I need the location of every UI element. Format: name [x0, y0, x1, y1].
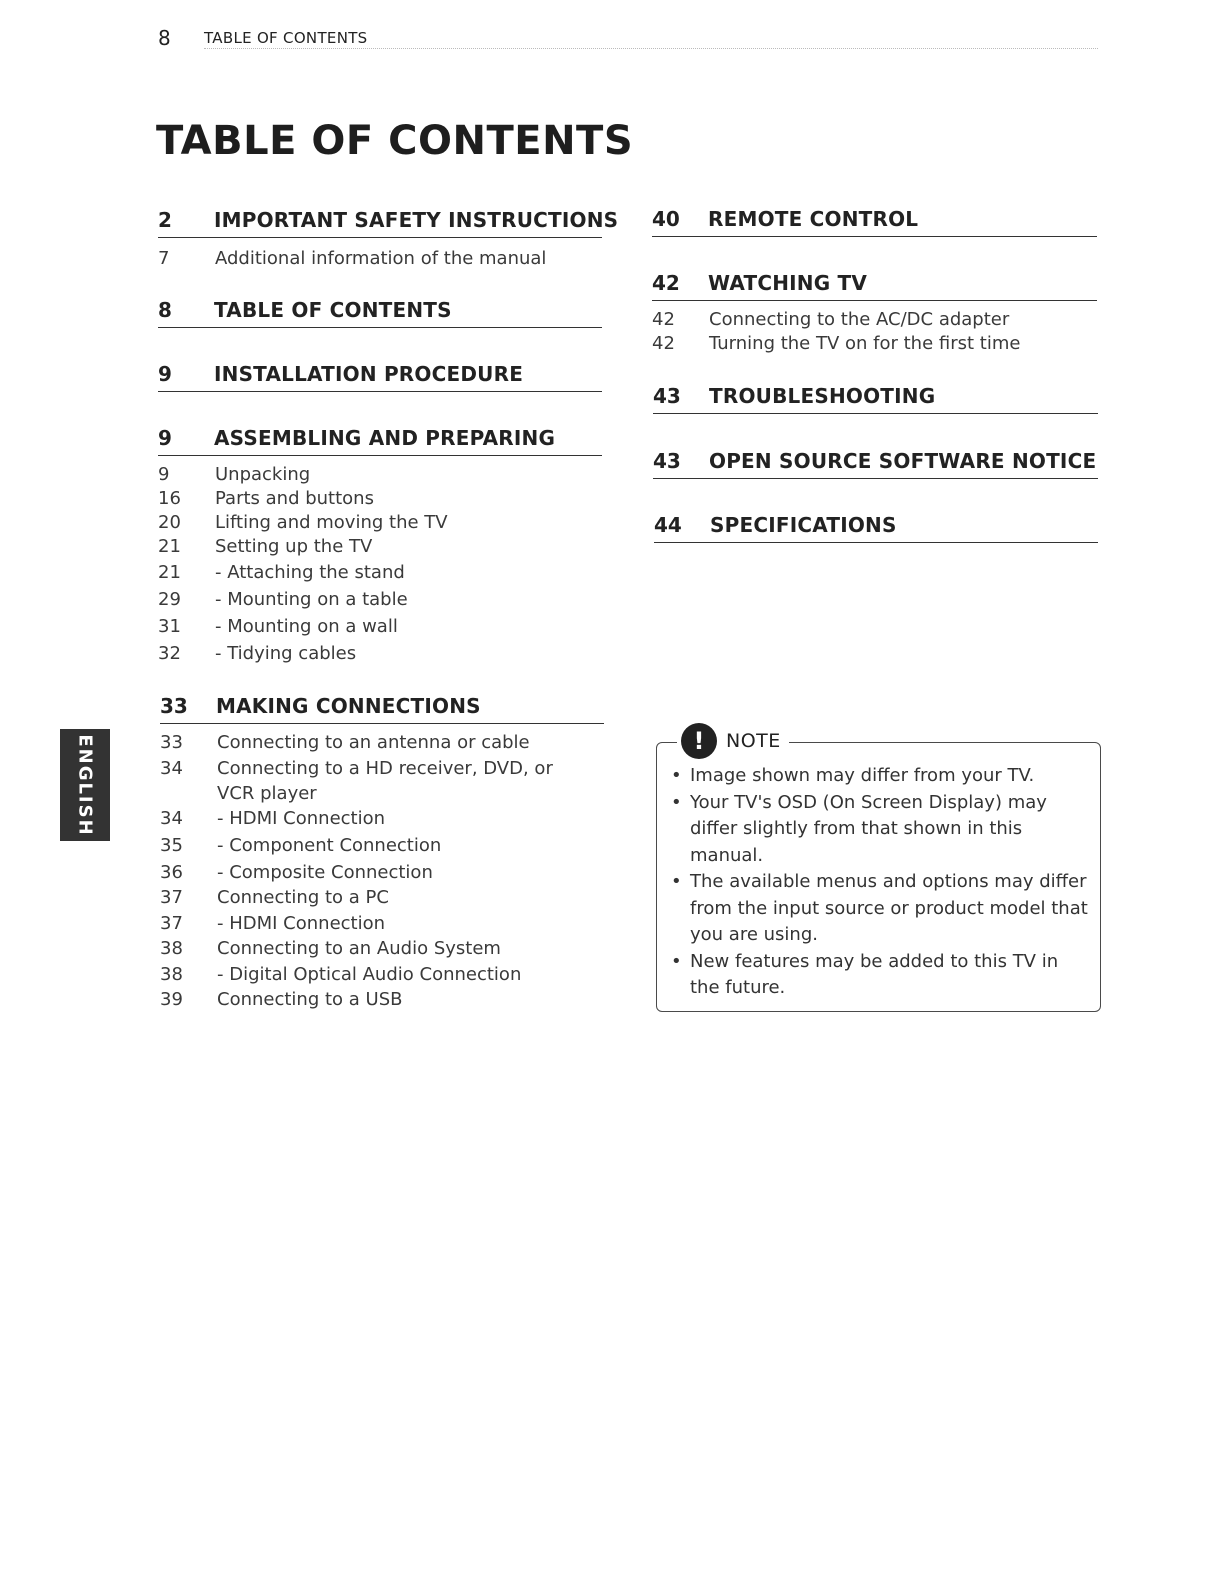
toc-section	[652, 271, 1097, 357]
section-title: OPEN SOURCE SOFTWARE NOTICE	[709, 449, 1097, 473]
toc-item	[158, 512, 602, 536]
note-title: NOTE	[726, 730, 781, 752]
item-page-number: 31	[158, 616, 181, 637]
toc-section	[654, 513, 1098, 543]
section-heading	[652, 207, 1097, 237]
toc-item	[158, 464, 602, 488]
section-heading	[158, 208, 619, 238]
item-text: Additional information of the manual	[215, 248, 547, 269]
section-heading	[654, 513, 1098, 543]
page-title: TABLE OF CONTENTS	[156, 118, 634, 164]
note-header	[677, 723, 789, 759]
toc-item	[160, 808, 604, 835]
toc-item	[158, 562, 602, 589]
item-page-number: 20	[158, 512, 181, 533]
item-page-number: 34	[160, 758, 183, 779]
item-page-number: 32	[158, 643, 181, 664]
page-number: 8	[158, 26, 171, 50]
item-page-number: 39	[160, 989, 183, 1010]
section-title: ASSEMBLING AND PREPARING	[214, 426, 556, 450]
item-text: - Mounting on a wall	[215, 616, 398, 637]
item-text: Parts and buttons	[215, 488, 374, 509]
toc-item	[160, 756, 604, 808]
section-title: TROUBLESHOOTING	[709, 384, 936, 408]
section-title: REMOTE CONTROL	[708, 207, 919, 231]
item-page-number: 42	[652, 309, 675, 330]
item-text: Connecting to a HD receiver, DVD, or VCR player	[217, 758, 553, 804]
note-item: • The available menus and options may differ from the input source or product model that you are using.	[671, 869, 1091, 949]
toc-item	[160, 835, 604, 862]
section-title: MAKING CONNECTIONS	[216, 694, 481, 718]
section-page-number: 44	[654, 513, 682, 537]
item-page-number: 16	[158, 488, 181, 509]
item-page-number: 29	[158, 589, 181, 610]
toc-item	[652, 333, 1097, 357]
toc-item-list	[158, 248, 602, 272]
section-page-number: 43	[653, 384, 681, 408]
toc-section	[653, 384, 1098, 414]
toc-section	[158, 362, 602, 392]
item-text: Turning the TV on for the first time	[709, 333, 1021, 354]
item-text: Connecting to the AC/DC adapter	[709, 309, 1010, 330]
section-heading	[158, 426, 602, 456]
item-page-number: 33	[160, 732, 183, 753]
item-text: Lifting and moving the TV	[215, 512, 448, 533]
toc-item	[158, 248, 602, 272]
section-heading	[158, 298, 602, 328]
toc-item-list	[160, 732, 604, 1014]
toc-item	[160, 913, 604, 938]
item-text: - HDMI Connection	[217, 913, 386, 934]
toc-item	[160, 964, 604, 989]
section-title: WATCHING TV	[708, 271, 868, 295]
toc-item-list	[652, 309, 1097, 357]
section-title: SPECIFICATIONS	[710, 513, 897, 537]
item-text: - Digital Optical Audio Connection	[217, 964, 522, 985]
section-heading	[652, 271, 1097, 301]
toc-section	[158, 298, 602, 328]
item-text: - Tidying cables	[215, 643, 357, 664]
item-page-number: 42	[652, 333, 675, 354]
toc-section	[158, 426, 602, 667]
note-item: • New features may be added to this TV in the future.	[671, 949, 1091, 1002]
toc-section	[653, 449, 1098, 479]
toc-item	[158, 616, 602, 643]
toc-item	[160, 887, 604, 913]
item-text: Setting up the TV	[215, 536, 373, 557]
section-page-number: 2	[158, 208, 172, 232]
exclamation-icon: !	[681, 723, 717, 759]
toc-item	[158, 643, 602, 667]
item-text: Connecting to an Audio System	[217, 938, 501, 959]
toc-item	[158, 488, 602, 512]
toc-item	[160, 862, 604, 887]
item-page-number: 7	[158, 248, 170, 269]
item-text: - Composite Connection	[217, 862, 433, 883]
running-header	[158, 26, 1098, 48]
item-page-number: 9	[158, 464, 170, 485]
note-box	[656, 727, 1101, 1012]
toc-item-list	[158, 464, 602, 667]
item-page-number: 37	[160, 887, 183, 908]
item-page-number: 36	[160, 862, 183, 883]
note-item: • Your TV's OSD (On Screen Display) may differ slightly from that shown in this manual.	[671, 790, 1091, 870]
item-text: - Mounting on a table	[215, 589, 408, 610]
section-title: INSTALLATION PROCEDURE	[214, 362, 524, 386]
item-page-number: 35	[160, 835, 183, 856]
language-tab	[60, 729, 110, 841]
section-heading	[653, 384, 1098, 414]
running-header-title: TABLE OF CONTENTS	[204, 29, 368, 47]
toc-item	[160, 989, 604, 1014]
item-text: Unpacking	[215, 464, 311, 485]
section-title: IMPORTANT SAFETY INSTRUCTIONS	[214, 208, 619, 232]
item-text: - Attaching the stand	[215, 562, 405, 583]
section-page-number: 33	[160, 694, 188, 718]
toc-item	[652, 309, 1097, 333]
section-page-number: 8	[158, 298, 172, 322]
header-rule	[204, 48, 1098, 49]
section-page-number: 42	[652, 271, 680, 295]
item-text: Connecting to an antenna or cable	[217, 732, 530, 753]
section-heading	[158, 362, 602, 392]
note-list	[671, 763, 1091, 1002]
note-item: • Image shown may differ from your TV.	[671, 763, 1091, 790]
language-label: ENGLISH	[74, 733, 96, 837]
section-page-number: 40	[652, 207, 680, 231]
item-page-number: 21	[158, 536, 181, 557]
item-page-number: 21	[158, 562, 181, 583]
item-text: - Component Connection	[217, 835, 442, 856]
toc-item	[158, 589, 602, 616]
item-text: Connecting to a USB	[217, 989, 403, 1010]
toc-section	[158, 208, 619, 272]
item-page-number: 38	[160, 938, 183, 959]
toc-item	[158, 536, 602, 562]
toc-section	[652, 207, 1097, 237]
toc-section	[160, 694, 604, 1014]
item-text: Connecting to a PC	[217, 887, 389, 908]
item-page-number: 37	[160, 913, 183, 934]
section-page-number: 9	[158, 426, 172, 450]
section-heading	[160, 694, 604, 724]
item-page-number: 34	[160, 808, 183, 829]
section-page-number: 9	[158, 362, 172, 386]
section-page-number: 43	[653, 449, 681, 473]
section-heading	[653, 449, 1098, 479]
item-text: - HDMI Connection	[217, 808, 386, 829]
item-page-number: 38	[160, 964, 183, 985]
toc-item	[160, 732, 604, 756]
toc-item	[160, 938, 604, 964]
section-title: TABLE OF CONTENTS	[214, 298, 452, 322]
